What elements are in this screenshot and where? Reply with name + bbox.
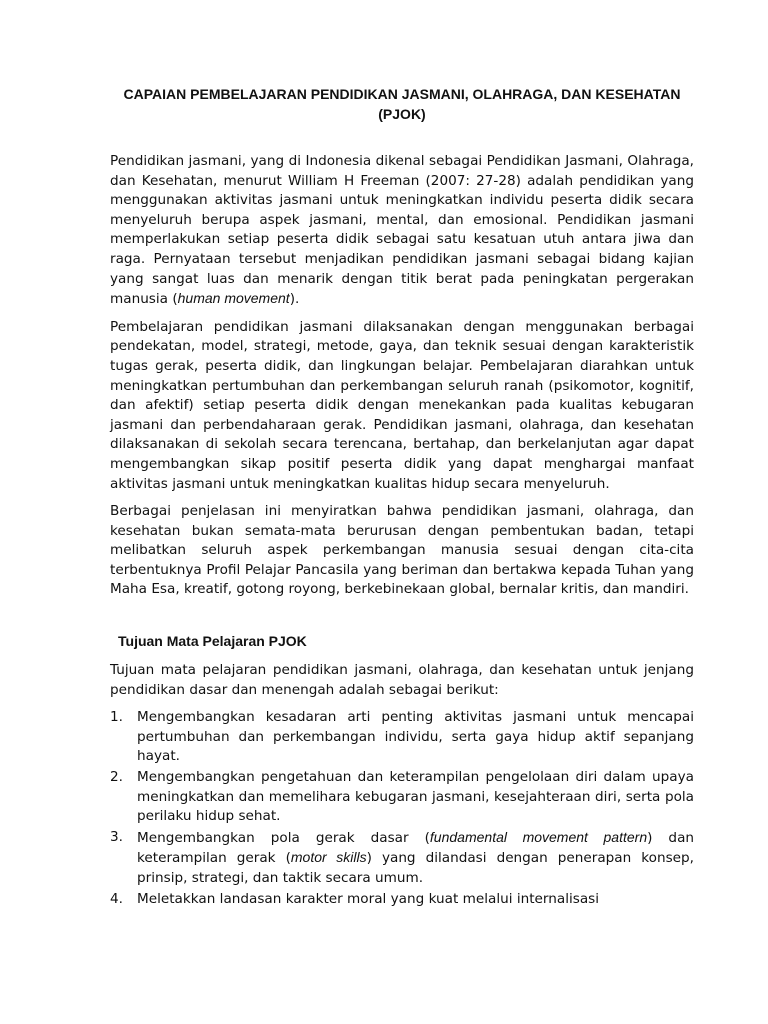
section-intro: Tujuan mata pelajaran pendidikan jasmani, olahraga, dan kesehatan untuk jenjang pendidikan dasar dan menengah adalah sebagai berikut:	[110, 662, 694, 698]
paragraph-3: Berbagai penjelasan ini menyiratkan bahwa pendidikan jasmani, olahraga, dan kesehatan bukan semata-mata berurusan dengan pembentukan badan, tetapi melibatkan seluruh aspek perkembangan manusia sesuai dengan cita-cita terbentuknya Profil Pelajar Pancasila yang beriman dan bertakwa kepada Tuhan yang Maha Esa, kreatif, gotong royong, berkebinekaan global, bernalar kritis, dan mandiri.	[110, 503, 694, 598]
section-heading: Tujuan Mata Pelajaran PJOK	[118, 633, 307, 650]
paragraph-2: Pembelajaran pendidikan jasmani dilaksanakan dengan menggunakan berbagai pendekatan, model, strategi, metode, gaya, dan teknik sesuai dengan karakteristik tugas gerak, peserta didik, dan lingkungan belajar. Pembelajaran diarahkan untuk meningkatkan pertumbuhan dan perkembangan seluruh ranah (psikomotor, kognitif, dan afektif) setiap peserta didik dengan menekankan pada kualitas kebugaran jasmani dan perbendaharaan gerak. Pendidikan jasmani, olahraga, dan kesehatan dilaksanakan di sekolah secara terencana, bertahap, dan berkelanjutan agar dapat mengembangkan sikap positif peserta didik yang dapat menghargai manfaat aktivitas jasmani untuk meningkatkan kualitas hidup secara menyeluruh.	[110, 318, 694, 492]
list-item	[110, 708, 694, 767]
list-item-number: 3.	[110, 828, 123, 845]
list-item-text-part: Mengembangkan pola gerak dasar (	[137, 829, 430, 846]
list-item-text: Mengembangkan pengetahuan dan keterampilan pengelolaan diri dalam upaya meningkatkan dan memelihara kebugaran jasmani, kesejahteraan diri, serta pola perilaku hidup sehat.	[137, 769, 694, 825]
document-page	[110, 84, 694, 910]
list-item-text-part: ) dan keterampilan gerak (	[137, 829, 695, 867]
list-item-text: Meletakkan landasan karakter moral yang kuat melalui internalisasi	[137, 890, 600, 907]
document-title: CAPAIAN PEMBELAJARAN PENDIDIKAN JASMANI, OLAHRAGA, DAN KESEHATAN (PJOK)	[123, 86, 681, 122]
list-item	[110, 768, 694, 827]
list-item-text: Mengembangkan kesadaran arti penting aktivitas jasmani untuk mencapai pertumbuhan dan perkembangan individu, serta gaya hidup aktif sepanjang hayat.	[137, 709, 694, 765]
paragraph-1-end: ).	[289, 291, 300, 308]
list-item-italic: fundamental movement pattern	[429, 828, 648, 845]
list-item-text	[137, 830, 694, 886]
list-item-italic: motor skills	[290, 849, 367, 866]
list-item-number: 1.	[110, 709, 123, 726]
list-item-number: 4.	[110, 890, 123, 907]
paragraph-1-text: Pendidikan jasmani, yang di Indonesia dikenal sebagai Pendidikan Jasmani, Olahraga, dan Kesehatan, menurut William H Freeman (2007: 27-28) adalah pendidikan yang menggunakan aktivitas jasmani untuk meningkatkan individu peserta didik secara menyeluruh berupa aspek jasmani, mental, dan emosional. Pendidikan jasmani memperlakukan setiap peserta didik sebagai satu kesatuan utuh antara jiwa dan raga. Pernyataan tersebut menjadikan pendidikan jasmani sebagai bidang kajian yang sangat luas dan menarik dengan titik berat pada peningkatan pergerakan manusia (	[110, 153, 694, 308]
paragraph-1	[110, 152, 694, 310]
goals-list	[110, 708, 694, 909]
list-item-number: 2.	[110, 769, 123, 786]
paragraph-1-italic: human movement	[177, 290, 290, 307]
list-item	[110, 828, 694, 889]
list-item	[110, 890, 694, 910]
list-item-text-part: ) yang dilandasi dengan penerapan konsep, prinsip, strategi, dan taktik secara umum.	[137, 850, 694, 886]
